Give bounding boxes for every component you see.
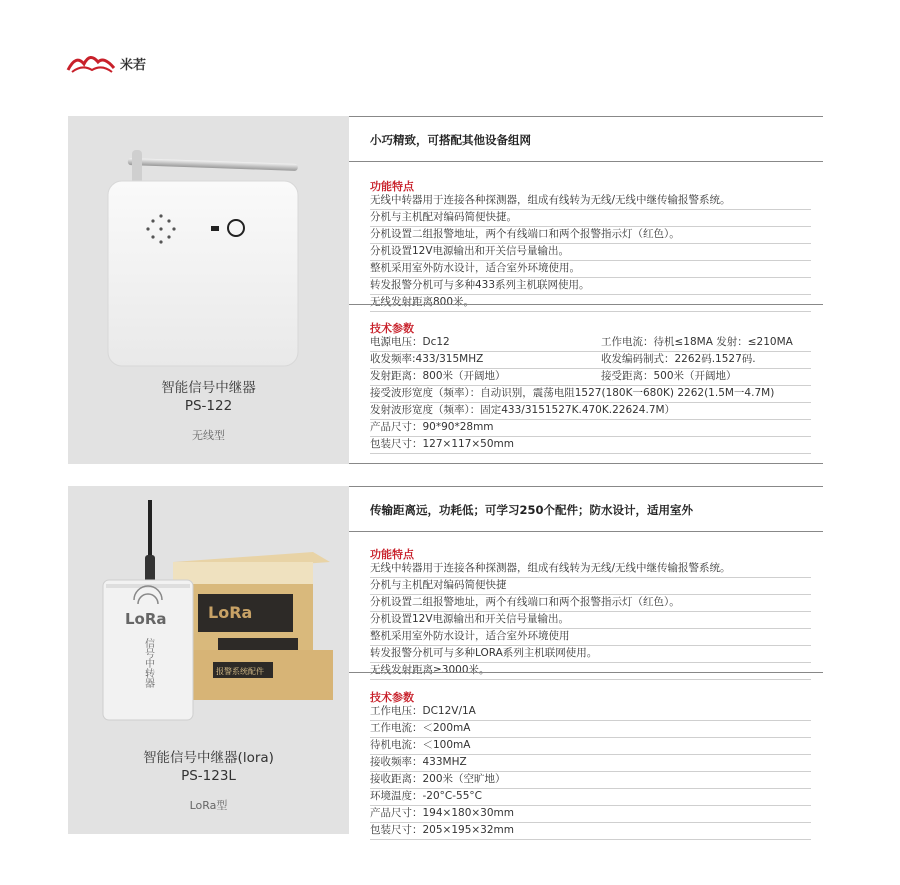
repeater-device-image [68,136,349,386]
product-model: PS-122 [184,398,233,414]
product-name: 智能信号中继器 [161,380,256,396]
brand-name: 米若 [120,57,147,73]
device-logo: LoRa [125,610,167,628]
spec-cell: 发射波形宽度（频率）：固定433/3151527K.470K.22624.7M） [370,404,676,416]
feature-row: 转发报警分机可与多种LORA系列主机联网使用。 [370,646,811,663]
divider [349,161,823,162]
spec-row: 环境温度：-20°C-55°C [370,789,811,806]
spec-row [370,352,811,369]
spec-cell: 收发编码制式：2262码.1527码. [601,353,756,365]
feature-row: 分机设置二组报警地址，两个有线端口和两个报警指示灯（红色）。 [370,227,811,244]
spec-row: 包装尺寸：205×195×32mm [370,823,811,840]
spec-row [370,403,811,420]
spec-row [370,335,811,352]
specs-list [370,704,811,840]
specs-list [370,335,811,454]
product-type: 无线型 [192,429,225,442]
feature-row: 分机设置12V电源输出和开关信号量输出。 [370,612,811,629]
spec-cell: 产品尺寸：90*90*28mm [370,421,494,433]
divider [349,304,823,305]
product-tagline: 小巧精致，可搭配其他设备组网 [370,133,531,147]
spec-row [370,420,811,437]
feature-row: 无线中转器用于连接各种探测器，组成有线转为无线/无线中继传输报警系统。 [370,193,811,210]
svg-text:LoRa: LoRa [208,603,253,622]
spec-row: 产品尺寸：194×180×30mm [370,806,811,823]
product-type: LoRa型 [189,799,228,812]
feature-row: 分机与主机配对编码简便快捷 [370,578,811,595]
spec-cell: 收发频率:433/315MHZ [370,353,484,365]
spec-row: 工作电压：DC12V/1A [370,704,811,721]
spec-row [370,369,811,386]
product-image-panel [68,486,349,834]
divider [349,672,823,673]
divider [349,486,823,487]
box-label: 报警系统配件 [216,667,264,676]
spec-cell: 接受波形宽度（频率）：自动识别，震荡电阻1527(180K一680K) 2262(1.5M一4.7M) [370,387,775,399]
feature-row: 整机采用室外防水设计，适合室外环境使用。 [370,261,811,278]
spec-cell: 包装尺寸：127×117×50mm [370,438,514,450]
spec-cell: 接受距离：500米（开阔地） [601,370,737,382]
product-details [349,116,823,464]
divider [349,116,823,117]
product-details [349,486,823,834]
feature-row: 分机与主机配对编码简便快捷。 [370,210,811,227]
feature-row: 分机设置12V电源输出和开关信号量输出。 [370,244,811,261]
product-model: PS-123L [181,768,236,784]
feature-row: 转发报警分机可与多种433系列主机联网使用。 [370,278,811,295]
spec-row [370,437,811,454]
spec-cell: 发射距离：800米（开阔地） [370,370,506,382]
feature-row: 无线中转器用于连接各种探测器，组成有线转为无线/无线中继传输报警系统。 [370,561,811,578]
feature-row: 无线发射距离800米。 [370,295,811,312]
features-title: 功能特点 [370,180,414,193]
device-label: 信号中转器 [142,638,154,688]
spec-row: 待机电流：＜100mA [370,738,811,755]
feature-row: 整机采用室外防水设计，适合室外环境使用 [370,629,811,646]
features-list [370,193,811,312]
features-list [370,561,811,680]
feature-row: 无线发射距离≥3000米。 [370,663,811,680]
product-tagline: 传输距离远，功耗低；可学习250个配件；防水设计，适用室外 [370,503,694,517]
features-title: 功能特点 [370,548,414,561]
mountain-logo-icon [66,50,118,76]
specs-title: 技术参数 [370,691,414,704]
product-card-1 [68,116,823,464]
divider [349,463,823,464]
specs-title: 技术参数 [370,322,414,335]
spec-cell: 工作电流：待机≤18MA 发射：≤210MA [601,336,793,348]
spec-cell: 电源电压：Dc12 [370,336,450,348]
spec-row: 工作电流：＜200mA [370,721,811,738]
product-name: 智能信号中继器(lora) [143,750,274,766]
spec-row: 接收频率：433MHZ [370,755,811,772]
spec-row [370,386,811,403]
brand-logo [66,50,146,76]
lora-repeater-device-image [68,500,349,730]
product-image-panel [68,116,349,464]
divider [349,531,823,532]
spec-row: 接收距离：200米（空旷地） [370,772,811,789]
feature-row: 分机设置二组报警地址，两个有线端口和两个报警指示灯（红色）。 [370,595,811,612]
product-card-2 [68,486,823,834]
